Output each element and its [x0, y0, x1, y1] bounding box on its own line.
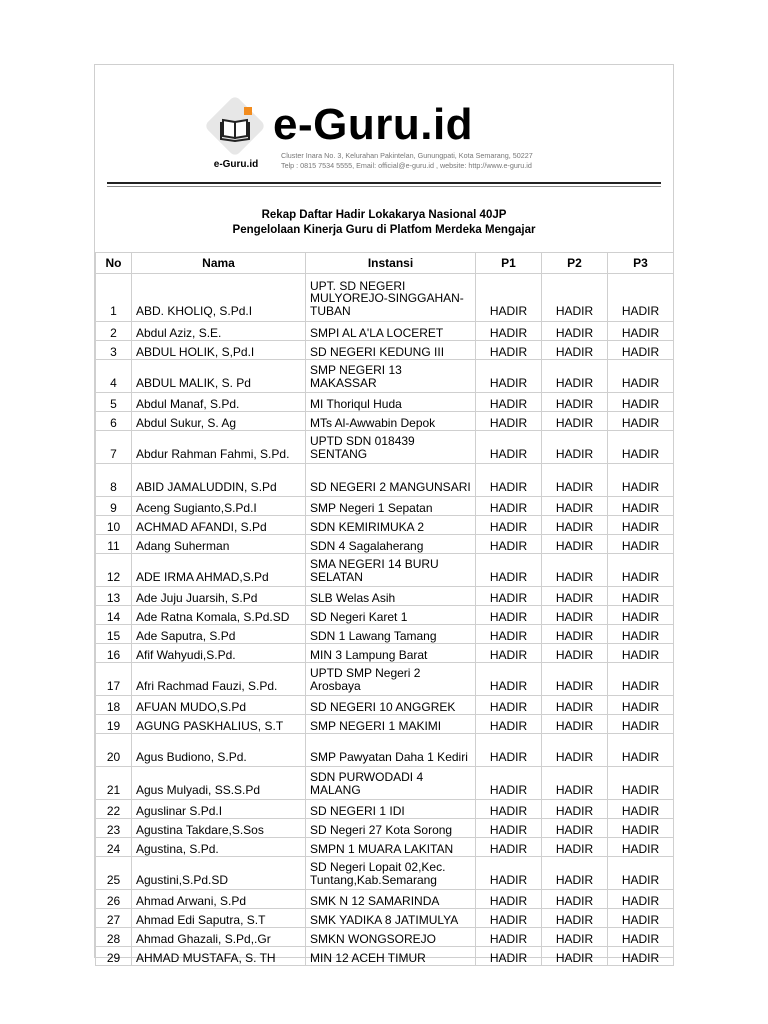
p2-cell: HADIR [542, 715, 608, 734]
p1-cell: HADIR [476, 587, 542, 606]
institution-cell: UPTD SDN 018439 SENTANG [306, 431, 476, 464]
name-cell: Abdur Rahman Fahmi, S.Pd. [132, 431, 306, 464]
no-cell: 8 [96, 464, 132, 497]
no-cell: 4 [96, 360, 132, 393]
p1-cell: HADIR [476, 393, 542, 412]
institution-cell: SD NEGERI 10 ANGGREK [306, 696, 476, 715]
name-cell: Ade Saputra, S.Pd [132, 625, 306, 644]
p1-cell: HADIR [476, 800, 542, 819]
p1-cell: HADIR [476, 554, 542, 587]
table-row [96, 928, 674, 947]
name-cell: Agustina, S.Pd. [132, 838, 306, 857]
name-cell: Agus Budiono, S.Pd. [132, 734, 306, 767]
p3-cell: HADIR [608, 431, 674, 464]
p2-cell: HADIR [542, 819, 608, 838]
table-row [96, 625, 674, 644]
p2-cell: HADIR [542, 734, 608, 767]
table-row [96, 393, 674, 412]
institution-cell: SD Negeri Karet 1 [306, 606, 476, 625]
p1-cell: HADIR [476, 412, 542, 431]
name-cell: Ahmad Edi Saputra, S.T [132, 909, 306, 928]
no-cell: 10 [96, 516, 132, 535]
p3-cell: HADIR [608, 734, 674, 767]
name-cell: ABDUL MALIK, S. Pd [132, 360, 306, 393]
name-cell: Abdul Aziz, S.E. [132, 322, 306, 341]
p1-cell: HADIR [476, 767, 542, 800]
p1-cell: HADIR [476, 464, 542, 497]
p2-cell: HADIR [542, 606, 608, 625]
p2-cell: HADIR [542, 909, 608, 928]
institution-cell: SDN KEMIRIMUKA 2 [306, 516, 476, 535]
p1-cell: HADIR [476, 928, 542, 947]
name-cell: Agus Mulyadi, SS.S.Pd [132, 767, 306, 800]
attendance-table [95, 252, 674, 966]
p3-cell: HADIR [608, 819, 674, 838]
table-row [96, 819, 674, 838]
table-row [96, 497, 674, 516]
p2-cell: HADIR [542, 431, 608, 464]
p3-cell: HADIR [608, 554, 674, 587]
p1-cell: HADIR [476, 663, 542, 696]
table-row [96, 696, 674, 715]
name-cell: AGUNG PASKHALIUS, S.T [132, 715, 306, 734]
address-block [281, 151, 533, 171]
no-cell: 14 [96, 606, 132, 625]
address-line: Cluster Inara No. 3, Kelurahan Pakintelan, Gunungpati, Kota Semarang, 50227 [281, 151, 533, 160]
no-cell: 13 [96, 587, 132, 606]
p1-cell: HADIR [476, 819, 542, 838]
p1-cell: HADIR [476, 431, 542, 464]
institution-cell: MTs Al-Awwabin Depok [306, 412, 476, 431]
contact-line: Telp : 0815 7534 5555, Email: official@e-guru.id , website: http://www.e-guru.id [281, 161, 532, 170]
institution-cell: SD NEGERI KEDUNG III [306, 341, 476, 360]
table-row [96, 909, 674, 928]
institution-cell: SMP Pawyatan Daha 1 Kediri [306, 734, 476, 767]
table-row [96, 464, 674, 497]
p1-cell: HADIR [476, 516, 542, 535]
p1-cell: HADIR [476, 734, 542, 767]
table-row [96, 734, 674, 767]
no-cell: 9 [96, 497, 132, 516]
table-row [96, 857, 674, 890]
name-cell: ABID JAMALUDDIN, S.Pd [132, 464, 306, 497]
p1-cell: HADIR [476, 909, 542, 928]
institution-cell: SMPI AL A'LA LOCERET [306, 322, 476, 341]
institution-cell: SMK YADIKA 8 JATIMULYA [306, 909, 476, 928]
p1-cell: HADIR [476, 606, 542, 625]
name-cell: ACHMAD AFANDI, S.Pd [132, 516, 306, 535]
column-header: P2 [542, 253, 608, 274]
name-cell: Agustini,S.Pd.SD [132, 857, 306, 890]
table-row [96, 322, 674, 341]
p2-cell: HADIR [542, 890, 608, 909]
p1-cell: HADIR [476, 947, 542, 966]
table-row [96, 554, 674, 587]
p3-cell: HADIR [608, 767, 674, 800]
institution-cell: UPTD SMP Negeri 2 Arosbaya [306, 663, 476, 696]
p3-cell: HADIR [608, 857, 674, 890]
p3-cell: HADIR [608, 606, 674, 625]
p2-cell: HADIR [542, 928, 608, 947]
table-row [96, 274, 674, 322]
p2-cell: HADIR [542, 516, 608, 535]
p3-cell: HADIR [608, 928, 674, 947]
p3-cell: HADIR [608, 464, 674, 497]
name-cell: AFUAN MUDO,S.Pd [132, 696, 306, 715]
p2-cell: HADIR [542, 322, 608, 341]
p2-cell: HADIR [542, 767, 608, 800]
no-cell: 17 [96, 663, 132, 696]
p3-cell: HADIR [608, 715, 674, 734]
p2-cell: HADIR [542, 644, 608, 663]
p3-cell: HADIR [608, 587, 674, 606]
institution-cell: SD NEGERI 2 MANGUNSARI [306, 464, 476, 497]
logo [205, 104, 267, 174]
name-cell: Ahmad Ghazali, S.Pd,.Gr [132, 928, 306, 947]
p2-cell: HADIR [542, 360, 608, 393]
name-cell: ABD. KHOLIQ, S.Pd.I [132, 274, 306, 322]
no-cell: 28 [96, 928, 132, 947]
name-cell: ABDUL HOLIK, S,Pd.I [132, 341, 306, 360]
p2-cell: HADIR [542, 535, 608, 554]
table-row [96, 800, 674, 819]
table-row [96, 587, 674, 606]
institution-cell: SMP NEGERI 1 MAKIMI [306, 715, 476, 734]
logo-caption: e-Guru.id [213, 159, 259, 170]
institution-cell: SDN 1 Lawang Tamang [306, 625, 476, 644]
p3-cell: HADIR [608, 393, 674, 412]
p2-cell: HADIR [542, 341, 608, 360]
table-row [96, 360, 674, 393]
name-cell: Ade Juju Juarsih, S.Pd [132, 587, 306, 606]
no-cell: 7 [96, 431, 132, 464]
p1-cell: HADIR [476, 274, 542, 322]
name-cell: Aguslinar S.Pd.I [132, 800, 306, 819]
no-cell: 1 [96, 274, 132, 322]
name-cell: Afif Wahyudi,S.Pd. [132, 644, 306, 663]
p3-cell: HADIR [608, 341, 674, 360]
name-cell: Abdul Manaf, S.Pd. [132, 393, 306, 412]
p3-cell: HADIR [608, 516, 674, 535]
name-cell: Agustina Takdare,S.Sos [132, 819, 306, 838]
institution-cell: SDN 4 Sagalaherang [306, 535, 476, 554]
p3-cell: HADIR [608, 360, 674, 393]
p3-cell: HADIR [608, 535, 674, 554]
p2-cell: HADIR [542, 625, 608, 644]
p1-cell: HADIR [476, 838, 542, 857]
institution-cell: MIN 3 Lampung Barat [306, 644, 476, 663]
no-cell: 29 [96, 947, 132, 966]
table-header-row [96, 253, 674, 274]
table-row [96, 715, 674, 734]
institution-cell: MIN 12 ACEH TIMUR [306, 947, 476, 966]
table-row [96, 606, 674, 625]
p3-cell: HADIR [608, 497, 674, 516]
p3-cell: HADIR [608, 909, 674, 928]
p1-cell: HADIR [476, 497, 542, 516]
p1-cell: HADIR [476, 715, 542, 734]
p1-cell: HADIR [476, 857, 542, 890]
no-cell: 23 [96, 819, 132, 838]
header-rule-thick [107, 182, 661, 184]
p1-cell: HADIR [476, 360, 542, 393]
column-header: Nama [132, 253, 306, 274]
no-cell: 20 [96, 734, 132, 767]
no-cell: 11 [96, 535, 132, 554]
p3-cell: HADIR [608, 890, 674, 909]
institution-cell: SMP NEGERI 13 MAKASSAR [306, 360, 476, 393]
name-cell: Afri Rachmad Fauzi, S.Pd. [132, 663, 306, 696]
institution-cell: SD Negeri Lopait 02,Kec. Tuntang,Kab.Semarang [306, 857, 476, 890]
p3-cell: HADIR [608, 644, 674, 663]
column-header: No [96, 253, 132, 274]
p2-cell: HADIR [542, 696, 608, 715]
table-row [96, 644, 674, 663]
p3-cell: HADIR [608, 838, 674, 857]
no-cell: 12 [96, 554, 132, 587]
table-row [96, 535, 674, 554]
name-cell: Adang Suherman [132, 535, 306, 554]
p2-cell: HADIR [542, 554, 608, 587]
column-header: P3 [608, 253, 674, 274]
no-cell: 19 [96, 715, 132, 734]
p1-cell: HADIR [476, 890, 542, 909]
institution-cell: SLB Welas Asih [306, 587, 476, 606]
table-row [96, 947, 674, 966]
brand-name: e-Guru.id [273, 100, 474, 149]
institution-cell: SMPN 1 MUARA LAKITAN [306, 838, 476, 857]
no-cell: 16 [96, 644, 132, 663]
p1-cell: HADIR [476, 696, 542, 715]
p2-cell: HADIR [542, 663, 608, 696]
institution-cell: SD NEGERI 1 IDI [306, 800, 476, 819]
name-cell: Ade Ratna Komala, S.Pd.SD [132, 606, 306, 625]
table-row [96, 838, 674, 857]
p2-cell: HADIR [542, 947, 608, 966]
table-row [96, 412, 674, 431]
p2-cell: HADIR [542, 412, 608, 431]
no-cell: 3 [96, 341, 132, 360]
title-line-1: Rekap Daftar Hadir Lokakarya Nasional 40JP [261, 209, 507, 221]
p3-cell: HADIR [608, 663, 674, 696]
p1-cell: HADIR [476, 341, 542, 360]
no-cell: 15 [96, 625, 132, 644]
p1-cell: HADIR [476, 535, 542, 554]
letterhead [95, 65, 673, 189]
institution-cell: SMA NEGERI 14 BURU SELATAN [306, 554, 476, 587]
p2-cell: HADIR [542, 464, 608, 497]
p2-cell: HADIR [542, 393, 608, 412]
table-row [96, 431, 674, 464]
table-row [96, 516, 674, 535]
table-row [96, 341, 674, 360]
no-cell: 25 [96, 857, 132, 890]
institution-cell: SMP Negeri 1 Sepatan [306, 497, 476, 516]
p3-cell: HADIR [608, 412, 674, 431]
column-header: P1 [476, 253, 542, 274]
book-icon [205, 104, 267, 154]
header-rule-thin [107, 186, 661, 187]
p1-cell: HADIR [476, 625, 542, 644]
column-header: Instansi [306, 253, 476, 274]
no-cell: 24 [96, 838, 132, 857]
no-cell: 21 [96, 767, 132, 800]
title-line-2: Pengelolaan Kinerja Guru di Platfom Merdeka Mengajar [232, 224, 536, 236]
p3-cell: HADIR [608, 947, 674, 966]
p3-cell: HADIR [608, 274, 674, 322]
p2-cell: HADIR [542, 497, 608, 516]
no-cell: 5 [96, 393, 132, 412]
no-cell: 2 [96, 322, 132, 341]
document-page [94, 64, 674, 966]
institution-cell: SMK N 12 SAMARINDA [306, 890, 476, 909]
p1-cell: HADIR [476, 644, 542, 663]
p3-cell: HADIR [608, 800, 674, 819]
institution-cell: MI Thoriqul Huda [306, 393, 476, 412]
institution-cell: UPT. SD NEGERI MULYOREJO-SINGGAHAN-TUBAN [306, 274, 476, 322]
p2-cell: HADIR [542, 857, 608, 890]
institution-cell: SMKN WONGSOREJO [306, 928, 476, 947]
name-cell: AHMAD MUSTAFA, S. TH [132, 947, 306, 966]
p2-cell: HADIR [542, 800, 608, 819]
no-cell: 22 [96, 800, 132, 819]
p1-cell: HADIR [476, 322, 542, 341]
p3-cell: HADIR [608, 322, 674, 341]
table-row [96, 767, 674, 800]
table-row [96, 663, 674, 696]
no-cell: 26 [96, 890, 132, 909]
p2-cell: HADIR [542, 838, 608, 857]
document-title [95, 208, 673, 238]
table-row [96, 890, 674, 909]
no-cell: 6 [96, 412, 132, 431]
p2-cell: HADIR [542, 274, 608, 322]
p2-cell: HADIR [542, 587, 608, 606]
name-cell: ADE IRMA AHMAD,S.Pd [132, 554, 306, 587]
name-cell: Aceng Sugianto,S.Pd.I [132, 497, 306, 516]
institution-cell: SD Negeri 27 Kota Sorong [306, 819, 476, 838]
p3-cell: HADIR [608, 625, 674, 644]
name-cell: Abdul Sukur, S. Ag [132, 412, 306, 431]
name-cell: Ahmad Arwani, S.Pd [132, 890, 306, 909]
institution-cell: SDN PURWODADI 4 MALANG [306, 767, 476, 800]
no-cell: 18 [96, 696, 132, 715]
p3-cell: HADIR [608, 696, 674, 715]
table-body [96, 274, 674, 966]
no-cell: 27 [96, 909, 132, 928]
